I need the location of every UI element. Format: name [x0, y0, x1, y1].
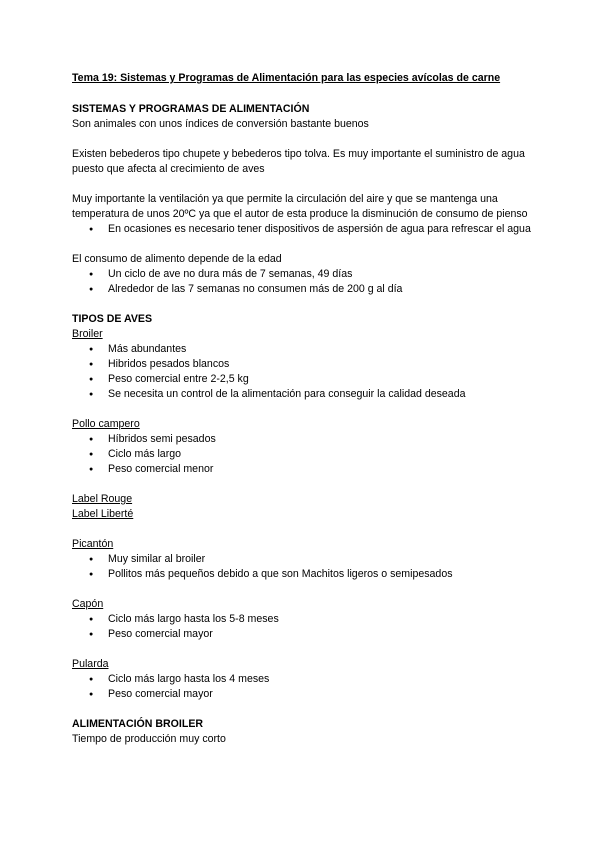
paragraph: Son animales con unos índices de conversión bastante buenos: [72, 118, 369, 130]
list-item: ● En ocasiones es necesario tener dispositivos de aspersión de agua para refrescar el agua: [108, 222, 532, 237]
bullet-list: [72, 267, 532, 297]
list-item: ● Hibridos pesados blancos: [108, 357, 532, 372]
list-item: ● Peso comercial entre 2-2,5 kg: [108, 372, 532, 387]
bullet-list: [72, 672, 532, 702]
list-item: ● Peso comercial menor: [108, 462, 532, 477]
list-item: ● Peso comercial mayor: [108, 687, 532, 702]
heading-sistemas: SISTEMAS Y PROGRAMAS DE ALIMENTACIÓN: [72, 103, 310, 115]
list-item: ● Ciclo más largo hasta los 5-8 meses: [108, 612, 532, 627]
paragraph: Existen bebederos tipo chupete y bebederos tipo tolva. Es muy importante el suministro de agua puesto que afecta al crecimiento de aves: [72, 148, 525, 175]
list-item: ● Más abundantes: [108, 342, 532, 357]
list-item: ● Un ciclo de ave no dura más de 7 semanas, 49 días: [108, 267, 532, 282]
heading-tipos-aves: TIPOS DE AVES: [72, 313, 153, 325]
list-item: ● Peso comercial mayor: [108, 627, 532, 642]
list-item: ● Ciclo más largo hasta los 4 meses: [108, 672, 532, 687]
document-page: [72, 71, 532, 747]
list-item: ● Pollitos más pequeños debido a que son Machitos ligeros o semipesados: [108, 567, 532, 582]
subheading-label-rouge: Label Rouge: [72, 493, 133, 505]
list-item: ● Híbridos semi pesados: [108, 432, 532, 447]
subheading-label-liberte: Label Liberté: [72, 508, 134, 520]
subheading-broiler: Broiler: [72, 328, 103, 340]
bullet-list: [72, 342, 532, 402]
list-item: ● Alrededor de las 7 semanas no consumen más de 200 g al día: [108, 282, 532, 297]
paragraph: Muy importante la ventilación ya que permite la circulación del aire y que se mantenga una temperatura de unos 20ºC ya que el autor de esta produce la disminución de consumo de pienso: [72, 193, 528, 220]
paragraph: Tiempo de producción muy corto: [72, 733, 226, 745]
bullet-list: [72, 432, 532, 477]
bullet-list: [72, 612, 532, 642]
bullet-list: [72, 552, 532, 582]
subheading-pollo-campero: Pollo campero: [72, 418, 140, 430]
subheading-capon: Capón: [72, 598, 104, 610]
subheading-pularda: Pularda: [72, 658, 109, 670]
bullet-list: [72, 222, 532, 237]
list-item: ● Muy similar al broiler: [108, 552, 532, 567]
paragraph: El consumo de alimento depende de la edad: [72, 253, 282, 265]
heading-alimentacion-broiler: ALIMENTACIÓN BROILER: [72, 718, 204, 730]
subheading-picanton: Picantón: [72, 538, 114, 550]
list-item: ● Ciclo más largo: [108, 447, 532, 462]
document-title: Tema 19: Sistemas y Programas de Alimentación para las especies avícolas de carne: [72, 72, 501, 84]
list-item: ● Se necesita un control de la alimentación para conseguir la calidad deseada: [108, 387, 532, 402]
